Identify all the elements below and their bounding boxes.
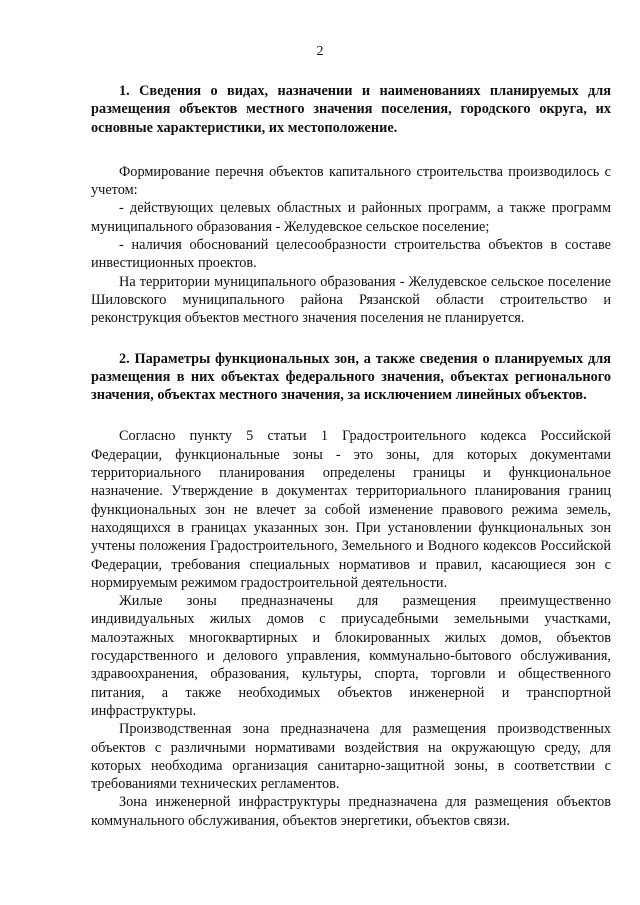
section-1-heading: 1. Сведения о видах, назначении и наименованиях планируемых для размещения объектов местного значения поселения, городского округа, их основные характеристики, их местоположение.	[91, 83, 611, 136]
section-1-paragraph: Формирование перечня объектов капитального строительства производилось с учетом:	[91, 163, 611, 199]
section-2-paragraph: Жилые зоны предназначены для размещения преимущественно индивидуальных жилых домов с приусадебными земельными участками, малоэтажных многоквартирных и блокированных жилых домов, объектов государственного и делового управления, коммунально-бытового обслуживания, здравоохранения, образования, культуры, спорта, торговли и общественного питания, а также необходимых объектов инженерной и транспортной инфраструктуры.	[91, 593, 611, 719]
section-2-paragraph: Зона инженерной инфраструктуры предназначена для размещения объектов коммунального обслуживания, объектов энергетики, объектов связи.	[91, 794, 611, 829]
section-2-paragraph: Согласно пункту 5 статьи 1 Градостроительного кодекса Российской Федерации, функциональные зоны - это зоны, для которых документами территориального планирования определены границы и функциональное назначение. Утверждение в документах территориального планирования границ функциональных зон не влечет за собой изменение правового режима земель, находящихся в границах указанных зон. При установлении функциональных зон учтены положения Градостроительного, Земельного и Водного кодексов Российской Федерации, требования специальных нормативов и правил, касающиеся зон с нормируемым режимом градостроительной деятельности.	[91, 428, 611, 591]
page-number: 2	[316, 44, 324, 59]
section-1-bullet: - действующих целевых областных и районных программ, а также программ муниципального образования - Желудевское сельское поселение;	[91, 200, 611, 235]
document-body	[91, 82, 611, 830]
section-2-heading: 2. Параметры функциональных зон, а также сведения о планируемых для размещения в них объектах федерального значения, объектах регионального значения, объектах местного значения, за исключением линейных объектов.	[91, 350, 611, 404]
section-2-paragraph: Производственная зона предназначена для размещения производственных объектов с различными нормативами воздействия на окружающую среду, для которых необходима организация санитарно-защитной зоны, в соответствии с требованиями технических регламентов.	[91, 721, 611, 793]
section-1-paragraph: На территории муниципального образования - Желудевское сельское поселение Шиловского муниципального района Рязанской области строительство и реконструкция объектов местного значения поселения не планируется.	[91, 273, 611, 327]
section-1-bullet: - наличия обоснований целесообразности строительства объектов в составе инвестиционных проектов.	[91, 237, 611, 272]
